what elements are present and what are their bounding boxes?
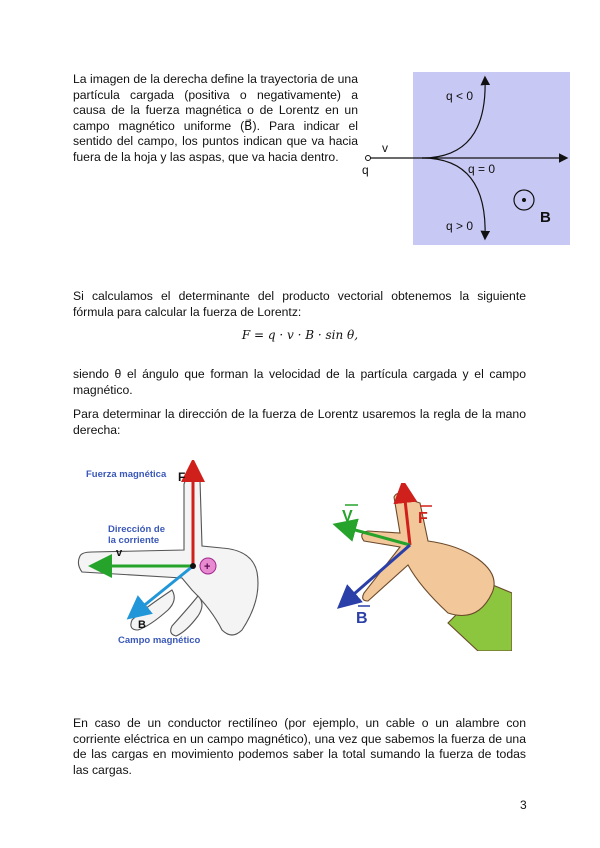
hand-outline-1: [78, 473, 258, 636]
intro-paragraph: La imagen de la derecha define la trayectoria de una partícula cargada (positiva o negativamente) a causa de la fuerza magnética o de Lorentz en un campo magnético uniforme (B⃗). Para indicar el sentido del campo, los puntos indican que va hacia fuera de la hoja y las aspas, que va hacia dentro.: [73, 72, 358, 164]
final-paragraph: En caso de un conductor rectilíneo (por ejemplo, un cable o un alambre con corriente eléctrica en un campo magnético), una vez que sabemos la fuerza de una de las cargas en movimiento podemos saber la total sumando la fuerza de todas las cargas.: [73, 716, 526, 777]
lorentz-formula: F = q · v · B · sin θ,: [241, 328, 359, 342]
direction-paragraph: Para determinar la dirección de la fuerza de Lorentz usaremos la regla de la mano derecha:: [73, 407, 526, 437]
force-caption: Fuerza magnética: [86, 469, 167, 480]
calc-paragraph: Si calculamos el determinante del producto vectorial obtenemos la siguiente fórmula para calcular la fuerza de Lorentz:: [73, 289, 526, 319]
q-label: q: [362, 163, 369, 177]
right-hand-rule-figure-1: [72, 460, 267, 650]
particle-dot: [366, 156, 371, 161]
charge-sign: +: [204, 561, 211, 573]
current-caption-line2: la corriente: [108, 535, 160, 546]
page-number: 3: [520, 798, 527, 812]
v-letter: v: [116, 547, 123, 559]
trajectory-figure: [360, 72, 572, 248]
q-negative-label: q < 0: [446, 89, 474, 103]
v-letter-2: V: [342, 508, 353, 525]
b-field-label: B: [540, 209, 551, 226]
q-zero-label: q = 0: [468, 162, 496, 176]
v-label: v: [382, 141, 388, 155]
f-letter-2: F: [418, 510, 428, 527]
force-letter: F: [178, 470, 186, 484]
b-letter: B: [138, 619, 146, 631]
current-caption-line1: Dirección de: [108, 524, 166, 535]
right-hand-rule-figure-2: [328, 483, 512, 651]
b-letter-2: B: [356, 610, 368, 627]
q-positive-label: q > 0: [446, 219, 474, 233]
field-caption: Campo magnético: [118, 635, 201, 646]
theta-paragraph: siendo θ el ángulo que forman la velocidad de la partícula cargada y el campo magnético.: [73, 367, 526, 397]
